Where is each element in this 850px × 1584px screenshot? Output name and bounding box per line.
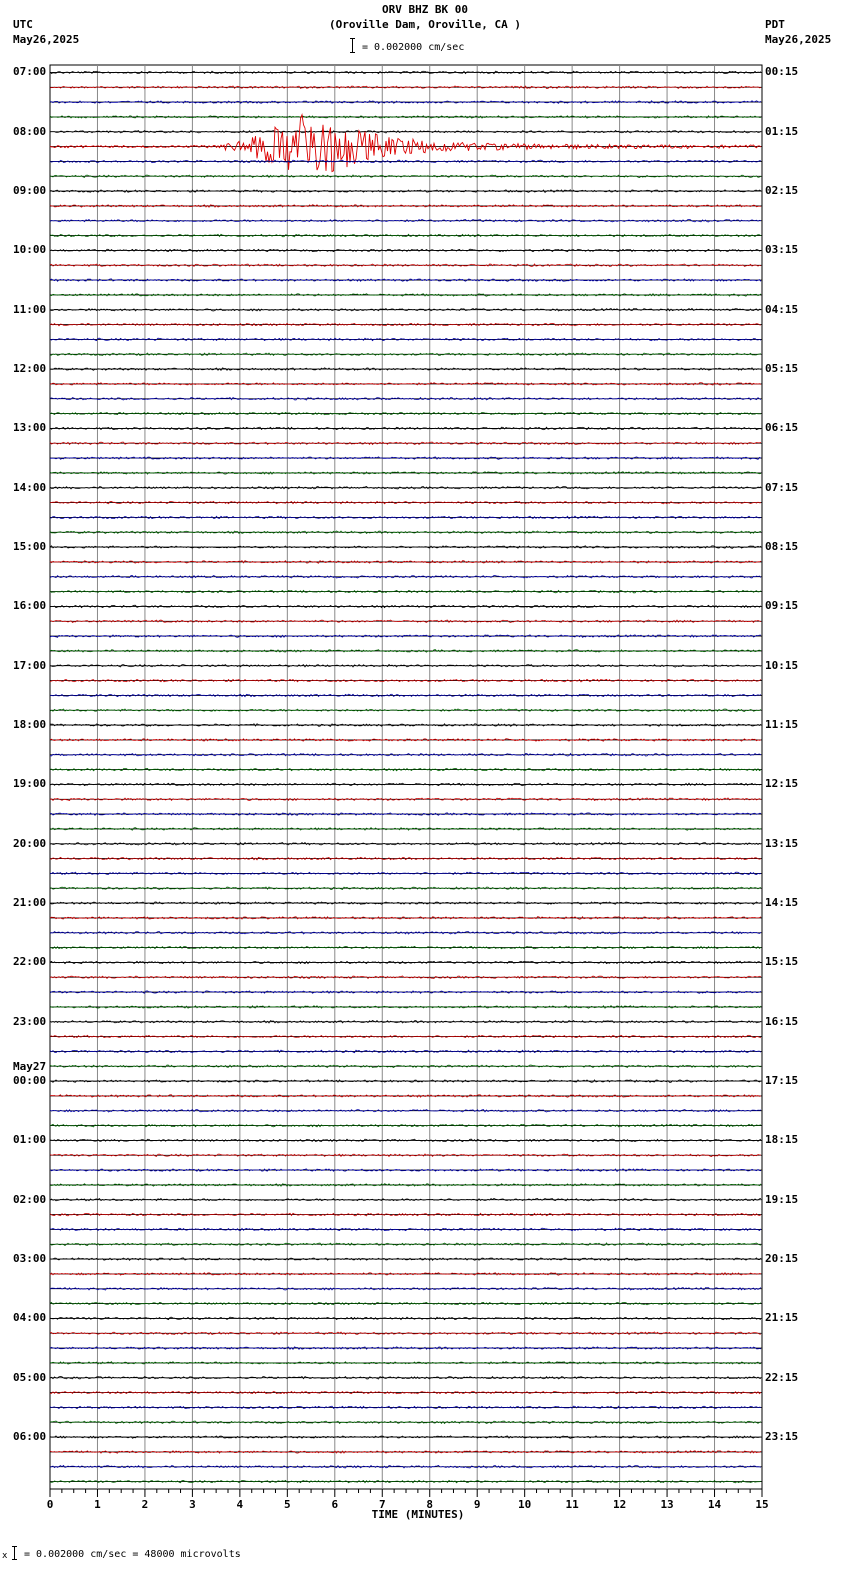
left-hour-label: 12:00 [13, 362, 47, 376]
x-tick-label: 14 [707, 1498, 722, 1511]
right-hour-label: 05:15 [765, 362, 799, 376]
left-hour-label: 13:00 [13, 421, 47, 435]
x-tick-label: 13 [660, 1498, 674, 1511]
right-hour-label: 01:15 [765, 124, 799, 138]
trace-line [50, 1302, 761, 1304]
trace-line [50, 1139, 761, 1141]
trace-line [50, 1110, 761, 1112]
right-hour-label: 19:15 [765, 1192, 799, 1206]
trace-line [50, 279, 761, 281]
left-hour-label: 16:00 [13, 599, 47, 613]
left-hour-label: 07:00 [13, 65, 47, 79]
right-hour-label: 07:15 [765, 480, 799, 494]
x-tick-label: 7 [378, 1498, 386, 1511]
footer-scale-bar-icon [14, 1546, 15, 1560]
x-tick-label: 11 [565, 1498, 579, 1511]
x-tick-label: 1 [94, 1498, 101, 1511]
left-hour-label: 05:00 [13, 1370, 47, 1384]
footer-mark: x [2, 1551, 8, 1561]
x-tick-label: 6 [331, 1498, 339, 1511]
scale-label: = 0.002000 cm/sec [362, 42, 465, 53]
left-hour-label: 20:00 [13, 836, 47, 850]
trace-line [50, 798, 761, 801]
right-hour-label: 09:15 [765, 599, 799, 613]
x-tick-label: 15 [755, 1498, 769, 1511]
left-hour-label: 06:00 [13, 1430, 47, 1444]
right-hour-label: 20:15 [765, 1252, 799, 1266]
x-tick-label: 4 [236, 1498, 244, 1511]
trace-line [50, 86, 761, 88]
x-tick-label: 0 [46, 1498, 54, 1511]
right-hour-label: 11:15 [765, 718, 799, 732]
trace-line [50, 768, 761, 770]
trace-line [50, 412, 761, 414]
left-hour-label: 18:00 [13, 718, 47, 732]
trace-line [50, 1288, 761, 1291]
right-hour-label: 06:15 [765, 421, 799, 435]
station-location: (Oroville Dam, Oroville, CA ) [328, 18, 522, 31]
left-hour-label: 01:00 [13, 1133, 47, 1147]
right-hour-label: 08:15 [765, 540, 799, 554]
x-axis-label: TIME (MINUTES) [371, 1508, 465, 1521]
right-hour-label: 22:15 [765, 1370, 799, 1384]
x-tick-label: 12 [612, 1498, 627, 1511]
right-hour-label: 02:15 [765, 184, 799, 198]
right-hour-label: 17:15 [765, 1074, 799, 1088]
left-hour-label: 03:00 [13, 1252, 47, 1266]
x-tick-label: 8 [426, 1498, 434, 1511]
x-tick-label: 2 [141, 1498, 149, 1511]
x-tick-label: 5 [284, 1498, 291, 1511]
right-hour-label: 14:15 [765, 896, 799, 910]
day-change-label: May27 [13, 1060, 47, 1074]
left-hour-label: 15:00 [13, 540, 47, 554]
left-hour-label: 17:00 [13, 658, 47, 672]
left-hour-label: 21:00 [13, 896, 47, 910]
x-tick-label: 3 [189, 1498, 196, 1511]
x-tick-label: 10 [518, 1498, 532, 1511]
right-hour-label: 12:15 [765, 777, 799, 791]
right-hour-label: 13:15 [765, 836, 799, 850]
grid-lines [97, 65, 714, 1489]
right-hour-label: 03:15 [765, 243, 799, 257]
left-hour-label: 22:00 [13, 955, 47, 969]
right-hour-label: 23:15 [765, 1430, 799, 1444]
trace-line [50, 1451, 761, 1454]
left-hour-label: 04:00 [13, 1311, 47, 1325]
left-hour-label: 09:00 [13, 184, 47, 198]
right-hour-label: 00:15 [765, 65, 799, 79]
left-hour-label: 23:00 [13, 1014, 47, 1028]
left-hour-label: 14:00 [13, 480, 47, 494]
right-hour-label: 15:15 [765, 955, 799, 969]
scale-bar-icon [352, 38, 353, 53]
right-hour-label: 18:15 [765, 1133, 799, 1147]
left-hour-label: 02:00 [13, 1192, 47, 1206]
footer-scale-label: = 0.002000 cm/sec = 48000 microvolts [24, 1549, 241, 1560]
trace-line [50, 1391, 761, 1393]
right-timezone: PDT [765, 18, 785, 31]
left-timezone: UTC [13, 18, 33, 31]
event-trace [50, 115, 761, 172]
right-hour-label: 10:15 [765, 658, 799, 672]
left-hour-label: 00:00 [13, 1074, 47, 1088]
trace-line [50, 1065, 761, 1068]
trace-line [50, 1095, 761, 1098]
x-axis-ticks [50, 1489, 762, 1497]
left-hour-label: 11:00 [13, 302, 47, 316]
station-title: ORV BHZ BK 00 [381, 3, 469, 16]
right-hour-label: 16:15 [765, 1014, 799, 1028]
left-hour-label: 19:00 [13, 777, 47, 791]
left-hour-label: 08:00 [13, 124, 47, 138]
x-tick-label: 9 [473, 1498, 481, 1511]
left-hour-label: 10:00 [13, 243, 47, 257]
left-date: May26,2025 [13, 33, 80, 46]
right-hour-label: 21:15 [765, 1311, 799, 1325]
plot-frame [50, 65, 762, 1489]
trace-line [50, 1184, 761, 1187]
right-hour-label: 04:15 [765, 302, 799, 316]
seismic-traces [50, 71, 762, 1483]
right-date: May26,2025 [765, 33, 832, 46]
